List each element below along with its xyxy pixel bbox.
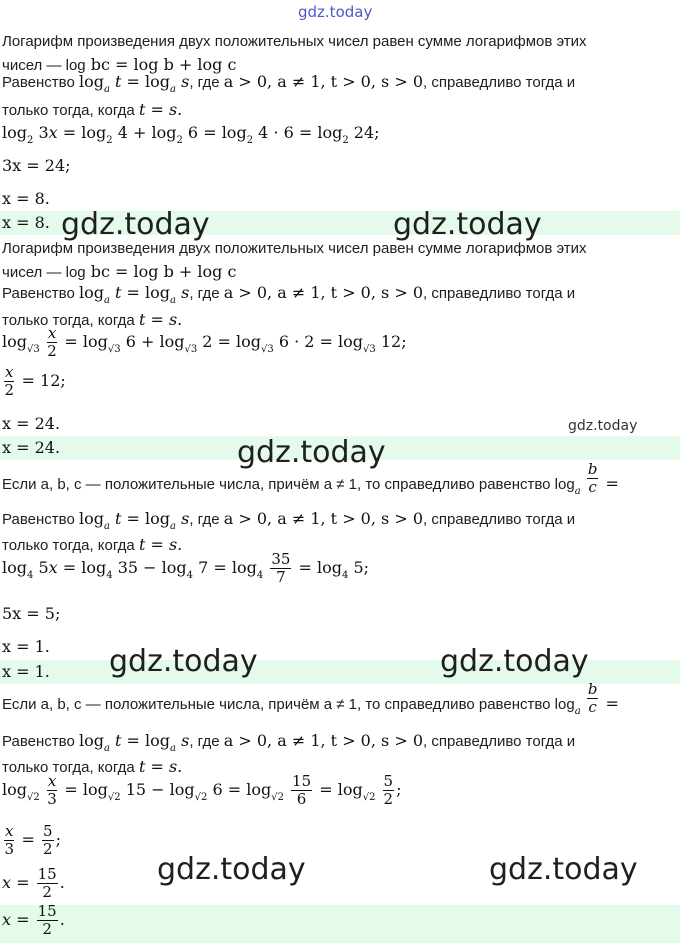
step-1-2: x = 8. — [2, 189, 50, 208]
watermark-big: gdz.today — [237, 435, 386, 470]
step-3-2: x = 1. — [2, 637, 50, 656]
step-1-1: 3x = 24; — [2, 156, 71, 175]
step-4-1: $\frac{x}{3}$ = $\frac{5}{2}$ ; — [4, 822, 61, 858]
equality-line2-4: только тогда, когда t = s. — [2, 757, 183, 776]
watermark-big: gdz.today — [489, 852, 638, 887]
watermark-top: gdz.today — [298, 3, 373, 21]
rule-text-1: Логарифм произведения двух положительных чисел равен сумме логарифмов этих — [2, 33, 587, 50]
answer-2: x = 24. — [2, 438, 61, 457]
equation-1: $\log_2 3x = \log_2 4 + \log_2 6 = \log_2 4 \cdot 6 = \log_2 24$; — [2, 123, 380, 146]
equality-line-4: Равенство $\log_a t = \log_a s$, где a > 0, a ≠ 1, t > 0, s > 0, справедливо тогда и — [2, 731, 576, 754]
equation-4: $\log_{√2}$ $\frac{x}{3}$ = $\log_{√2} 15 - \log_{√2} 6 = \log_{√2}$ $\frac{15}{6}$ = $\log_{√2}$ $\frac{5}{2}$ ; — [2, 772, 402, 808]
answer-4: x = $\frac{15}{2}$ . — [2, 902, 65, 938]
watermark-big: gdz.today — [157, 852, 306, 887]
equation-3: $\log_4 5x = \log_4 35 - \log_4 7 = \log_4$ $\frac{35}{7}$ = $\log_4 5$; — [2, 550, 370, 586]
equality-line-3: Равенство $\log_a t = \log_a s$, где a > 0, a ≠ 1, t > 0, s > 0, справедливо тогда и — [2, 509, 576, 532]
step-2-2: x = 24. — [2, 414, 61, 433]
rule-text-2: Логарифм произведения двух положительных чисел равен сумме логарифмов этих — [2, 240, 587, 257]
step-3-1: 5x = 5; — [2, 604, 61, 623]
equality-line-1: Равенство $\log_a t = \log_a s$, где a > 0, a ≠ 1, t > 0, s > 0, справедливо тогда и — [2, 72, 576, 95]
watermark-big: gdz.today — [440, 644, 589, 679]
rule-formula-cut-2: чисел — log bc = log b + log c — [2, 262, 237, 281]
step-2-1: $\frac{x}{2}$ = 12; — [4, 363, 66, 399]
answer-1: x = 8. — [2, 213, 50, 232]
equation-2: $\log_{√3}$ $\frac{x}{2}$ = $\log_{√3} 6 + \log_{√3} 2 = \log_{√3} 6 \cdot 2 = \log_{√3} 12$; — [2, 324, 407, 360]
watermark-big: gdz.today — [109, 644, 258, 679]
equality-line2-3: только тогда, когда t = s. — [2, 535, 183, 554]
step-4-2: x = $\frac{15}{2}$ . — [2, 865, 65, 901]
equality-line2-2: только тогда, когда t = s. — [2, 310, 183, 329]
rule-text-4: Если a, b, c — положительные числа, причём a ≠ 1, то справедливо равенство $\log_a$ $\frac{b}{c}$ = — [2, 679, 619, 717]
watermark-big: gdz.today — [393, 207, 542, 242]
equality-line2-1: только тогда, когда t = s. — [2, 100, 183, 119]
equality-line-2: Равенство $\log_a t = \log_a s$, где a > 0, a ≠ 1, t > 0, s > 0, справедливо тогда и — [2, 283, 576, 306]
rule-text-3: Если a, b, c — положительные числа, причём a ≠ 1, то справедливо равенство $\log_a$ $\frac{b}{c}$ = — [2, 459, 619, 497]
watermark-small: gdz.today — [568, 418, 638, 434]
answer-3: x = 1. — [2, 662, 50, 681]
watermark-big: gdz.today — [61, 207, 210, 242]
answer-band-4 — [0, 902, 680, 943]
rule-formula-cut-1: чисел — log bc = log b + log c — [2, 55, 237, 74]
